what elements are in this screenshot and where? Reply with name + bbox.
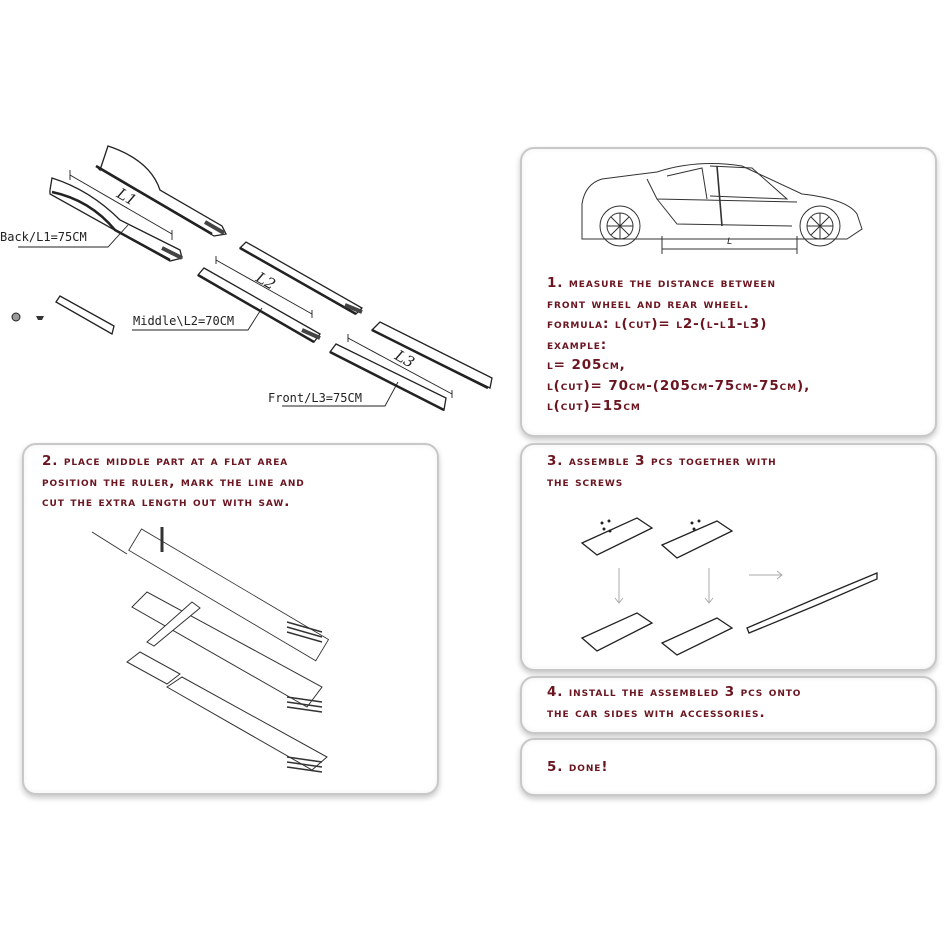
example-calculation: l(cut)= 70cm-(205cm-75cm-75cm), xyxy=(547,377,811,394)
step-3-line-2: the screws xyxy=(547,473,624,490)
step-3-text xyxy=(547,451,777,492)
step-3-panel xyxy=(520,443,937,671)
step-5-panel xyxy=(520,738,937,796)
parts-line-art xyxy=(0,130,500,430)
l2-dimension-label: L2 xyxy=(252,268,279,294)
assemble-with-screws-illustration xyxy=(577,513,937,663)
step-1-panel xyxy=(520,147,937,437)
l1-dimension-label: L1 xyxy=(113,184,140,210)
washer-icon xyxy=(12,313,20,321)
formula-line: formula: l(cut)= l2-(l-l1-l3) xyxy=(547,316,768,332)
step-2-line-3: cut the extra length out with saw. xyxy=(42,494,291,510)
step-3-line-1: 3. assemble 3 pcs together with xyxy=(547,453,777,469)
example-l-value: l= 205cm, xyxy=(547,357,626,373)
cut-with-saw-illustration xyxy=(82,512,362,792)
step-2-line-1: 2. place middle part at a flat area xyxy=(42,453,289,469)
step-1-line-1: 1. measure the distance between xyxy=(547,275,776,291)
step-4-line-1: 4. install the assembled 3 pcs onto xyxy=(547,684,802,700)
step-2-text xyxy=(42,451,305,513)
front-part-label: Front/L3=75CM xyxy=(268,391,362,405)
step-2-line-2: position the ruler, mark the line and xyxy=(42,473,305,490)
back-part-label: Back/L1=75CM xyxy=(0,230,87,244)
step-5-text xyxy=(547,757,608,778)
example-label: example: xyxy=(547,336,608,353)
step-1-text xyxy=(547,273,810,417)
step-4-text xyxy=(547,682,801,723)
middle-part-label: Middle\L2=70CM xyxy=(133,314,235,328)
screw-icon xyxy=(36,316,44,320)
step-1-line-2: front wheel and rear wheel. xyxy=(547,295,750,312)
step-5-line-1: 5. done! xyxy=(547,759,609,775)
l3-dimension-label: L3 xyxy=(391,346,418,372)
wheelbase-label: L xyxy=(727,237,733,247)
example-result: l(cut)=15cm xyxy=(547,398,641,414)
step-2-panel xyxy=(22,443,439,795)
step-4-line-2: the car sides with accessories. xyxy=(547,704,766,721)
step-4-panel xyxy=(520,676,937,734)
parts-diagram xyxy=(0,130,500,430)
